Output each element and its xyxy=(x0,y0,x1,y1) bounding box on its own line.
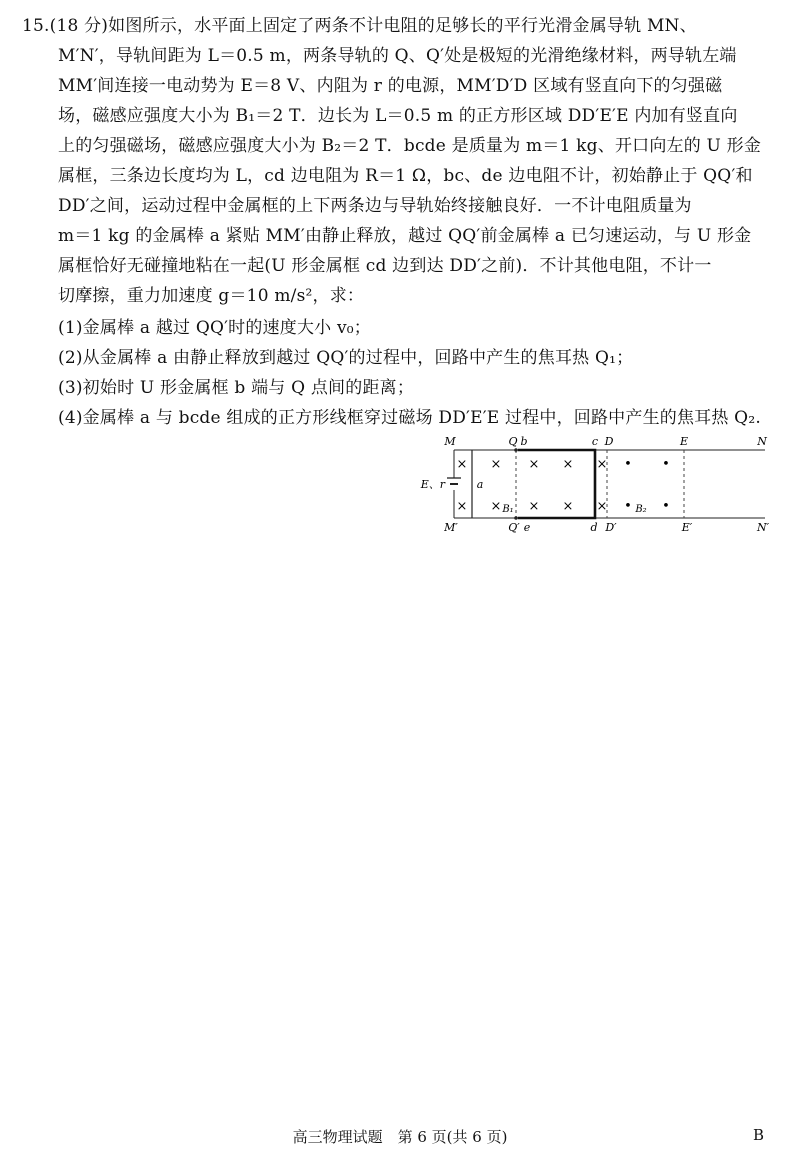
subquestion-4: (4)金属棒 a 与 bcde 组成的正方形线框穿过磁场 DD′E′E 过程中，回路中产生的焦耳热 Q₂. xyxy=(58,408,761,428)
field-cross: × xyxy=(490,499,502,514)
label-E: E xyxy=(679,435,689,448)
field-dot: • xyxy=(662,457,670,472)
question-line-2: M′N′，导轨间距为 L＝0.5 m，两条导轨的 Q、Q′处是极短的光滑绝缘材料，两导轨左端 xyxy=(58,46,737,66)
question-text: (18 分)如图所示，水平面上固定了两条不计电阻的足够长的平行光滑金属导轨 MN、 xyxy=(49,16,697,36)
label-Eprime: E′ xyxy=(681,521,693,534)
footer-title: 高三物理试题 第 6 页(共 6 页) xyxy=(292,1128,508,1146)
label-M: M xyxy=(444,435,456,448)
label-b: b xyxy=(520,435,528,448)
question-line-6: 属框，三条边长度均为 L，cd 边电阻为 R＝1 Ω，bc、de 边电阻不计，初始静止于 QQ′和 xyxy=(58,166,753,186)
question-line-7: DD′之间，运动过程中金属框的上下两条边与导轨始终接触良好．一不计电阻质量为 xyxy=(58,196,692,216)
circuit-diagram-svg xyxy=(410,432,780,536)
label-D: D xyxy=(604,435,614,448)
question-line-9: 属框恰好无碰撞地粘在一起(U 形金属框 cd 边到达 DD′之前)．不计其他电阻，不计一 xyxy=(58,256,712,276)
label-B1: B₁ xyxy=(502,504,514,515)
label-c: c xyxy=(591,435,599,448)
label-Nprime: N′ xyxy=(756,521,770,534)
field-dot: • xyxy=(624,499,632,514)
subquestion-1: (1)金属棒 a 越过 QQ′时的速度大小 v₀； xyxy=(58,318,371,338)
label-B2: B₂ xyxy=(635,504,647,515)
question-number: 15. xyxy=(22,16,50,36)
field-cross: × xyxy=(596,457,608,472)
subquestion-2: (2)从金属棒 a 由静止释放到越过 QQ′的过程中，回路中产生的焦耳热 Q₁； xyxy=(58,348,634,368)
field-cross: × xyxy=(456,457,468,472)
field-cross: × xyxy=(528,457,540,472)
field-cross: × xyxy=(596,499,608,514)
field-cross: × xyxy=(528,499,540,514)
label-d: d xyxy=(590,521,598,534)
question-line-1 xyxy=(22,14,770,38)
field-dot: • xyxy=(662,499,670,514)
label-e: e xyxy=(523,521,531,534)
question-line-8: m＝1 kg 的金属棒 a 紧贴 MM′由静止释放，越过 QQ′前金属棒 a 已匀速运动，与 U 形金 xyxy=(58,226,752,246)
page-footer xyxy=(0,1126,800,1150)
question-line-10: 切摩擦，重力加速度 g＝10 m/s²，求： xyxy=(58,286,365,306)
circuit-diagram xyxy=(410,432,780,536)
subquestion-3: (3)初始时 U 形金属框 b 端与 Q 点间的距离； xyxy=(58,378,415,398)
label-Q: Q xyxy=(508,435,518,448)
field-dot: • xyxy=(624,457,632,472)
label-Mprime: M′ xyxy=(444,521,458,534)
field-cross: × xyxy=(562,499,574,514)
label-Dprime: D′ xyxy=(605,521,617,534)
field-cross: × xyxy=(562,457,574,472)
point-Q xyxy=(514,448,518,452)
field-cross: × xyxy=(490,457,502,472)
question-line-4: 场，磁感应强度大小为 B₁＝2 T．边长为 L＝0.5 m 的正方形区域 DD′E′E 内加有竖直向 xyxy=(58,106,738,126)
label-source: E、r xyxy=(420,478,445,491)
label-N: N xyxy=(757,435,767,448)
question-line-3: MM′间连接一电动势为 E＝8 V、内阻为 r 的电源，MM′D′D 区域有竖直向下的匀强磁 xyxy=(58,76,723,96)
label-rod-a: a xyxy=(476,478,484,491)
footer-version: B xyxy=(752,1126,764,1144)
label-Qprime: Q′ xyxy=(508,521,520,534)
point-Qprime xyxy=(514,516,518,520)
question-line-5: 上的匀强磁场，磁感应强度大小为 B₂＝2 T．bcde 是质量为 m＝1 kg、开口向左的 U 形金 xyxy=(58,136,762,156)
field-cross: × xyxy=(456,499,468,514)
